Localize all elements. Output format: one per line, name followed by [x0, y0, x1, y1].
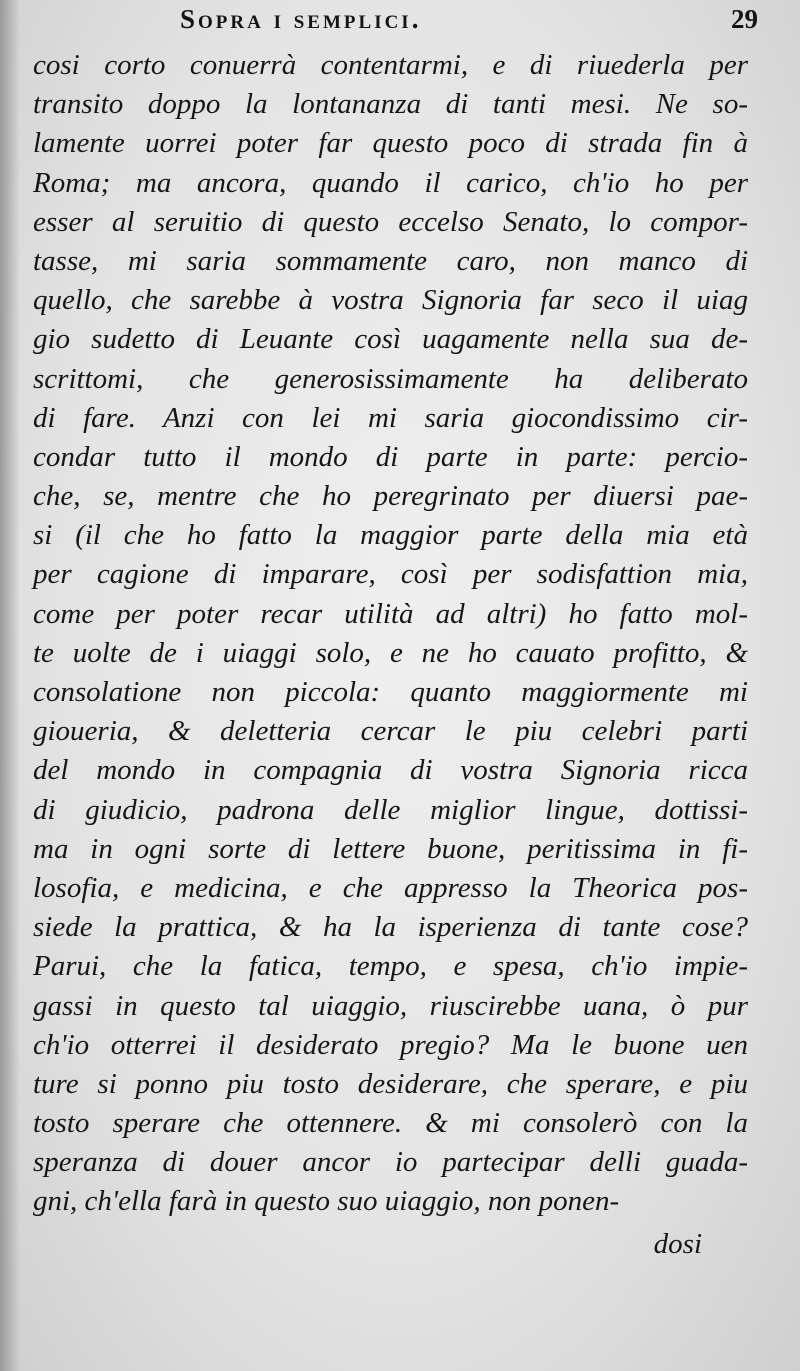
text-line: ma in ogni sorte di lettere buone, peritissima in fi- [33, 832, 748, 865]
body-text [33, 46, 748, 1222]
text-line: che, se, mentre che ho peregrinato per diuersi pae- [33, 480, 748, 513]
text-line: quello, che sarebbe à vostra Signoria far seco il uiag [33, 284, 748, 317]
text-line: gni, ch'ella farà in questo suo uiaggio, non ponen- [33, 1185, 620, 1218]
text-line: di fare. Anzi con lei mi saria giocondissimo cir- [33, 401, 748, 434]
text-line: gio sudetto di Leuante così uagamente nella sua de- [33, 323, 748, 356]
text-line: tasse, mi saria sommamente caro, non manco di [33, 244, 748, 277]
text-line: Roma; ma ancora, quando il carico, ch'io ho per [33, 166, 748, 199]
text-line: scrittomi, che generosissimamente ha deliberato [33, 362, 748, 395]
catchword: dosi [653, 1228, 702, 1260]
text-line: condar tutto il mondo di parte in parte: percio- [33, 440, 748, 473]
text-line: gioueria, & deletteria cercar le piu celebri parti [33, 715, 748, 748]
text-line: lamente uorrei poter far questo poco di strada fin à [33, 127, 748, 160]
page-number: 29 [731, 4, 758, 34]
text-line: per cagione di imparare, così per sodisfattion mia, [33, 558, 748, 591]
text-line: ch'io otterrei il desiderato pregio? Ma le buone uen [33, 1028, 748, 1061]
text-line: di giudicio, padrona delle miglior lingue, dottissi- [33, 793, 748, 826]
text-line: consolatione non piccola: quanto maggiormente mi [33, 676, 748, 708]
text-line: esser al seruitio di questo eccelso Senato, lo compor- [33, 205, 748, 238]
text-line: losofia, e medicina, e che appresso la Theorica pos- [33, 871, 748, 904]
text-line: si (il che ho fatto la maggior parte della mia età [33, 519, 748, 552]
text-line: speranza di douer ancor io partecipar delli guada- [33, 1146, 748, 1179]
text-line: cosi corto conuerrà contentarmi, e di riuederla per [33, 49, 748, 81]
text-line: tosto sperare che ottennere. & mi consolerò con la [33, 1107, 748, 1140]
text-line: transito doppo la lontananza di tanti mesi. Ne so- [33, 88, 748, 121]
text-line: come per poter recar utilità ad altri) ho fatto mol- [33, 597, 748, 630]
text-line: del mondo in compagnia di vostra Signoria ricca [33, 754, 748, 787]
text-line: ture si ponno piu tosto desiderare, che sperare, e piu [33, 1067, 748, 1100]
text-line: te uolte de i uiaggi solo, e ne ho cauato profitto, & [33, 636, 748, 669]
page-header [0, 2, 800, 42]
text-line: Parui, che la fatica, tempo, e spesa, ch'io impie- [33, 950, 748, 983]
text-line: siede la prattica, & ha la isperienza di tante cose? [33, 911, 748, 944]
text-line: gassi in questo tal uiaggio, riuscirebbe uana, ò pur [33, 989, 748, 1022]
running-head: Sopra i semplici. [180, 4, 422, 34]
